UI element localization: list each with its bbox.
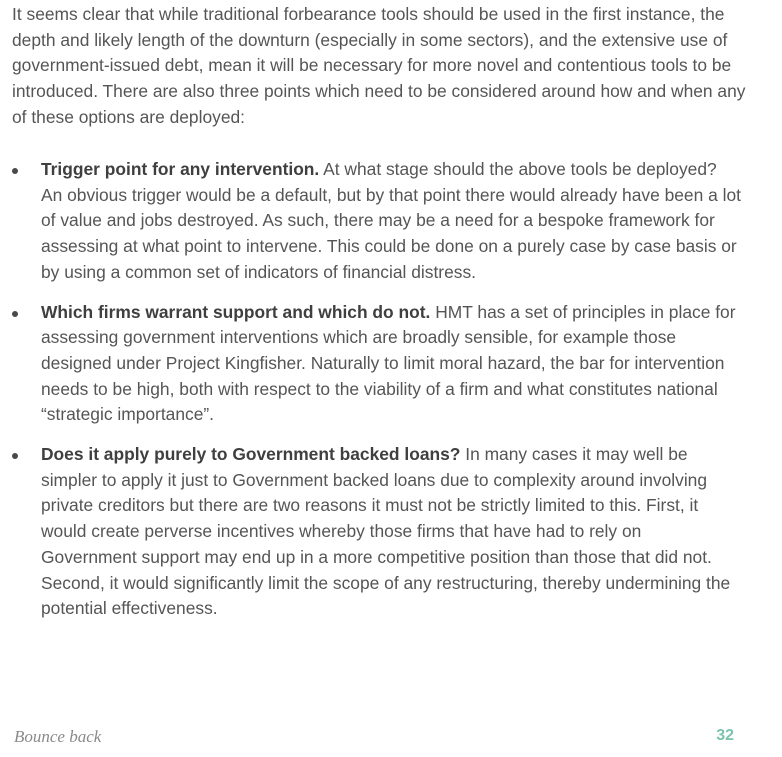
bullet-list <box>0 157 782 622</box>
bullet-item-which-firms <box>0 300 741 429</box>
page-number: 32 <box>716 727 734 744</box>
bullet-dot-icon <box>12 453 18 459</box>
bullet-item-government-loans <box>0 442 741 622</box>
bullet-dot-icon <box>12 168 18 174</box>
footer-title: Bounce back <box>14 727 102 746</box>
intro-paragraph: It seems clear that while traditional forbearance tools should be used in the first instance, the depth and likely length of the downturn (especially in some sectors), and the extensive use of government-issued debt, mean it will be necessary for more novel and contentious tools to be introduced. There are also three points which need to be considered around how and when any of these options are deployed: <box>12 4 746 127</box>
bullet-heading: Which firms warrant support and which do not. <box>41 301 431 322</box>
bullet-heading: Trigger point for any intervention. <box>41 159 320 179</box>
bullet-dot-icon <box>12 311 18 317</box>
bullet-heading: Does it apply purely to Government backed loans? <box>41 444 461 465</box>
bullet-text: At what stage should the above tools be deployed? An obvious trigger would be a default, but by that point there would already have been a lot of value and jobs destroyed. As such, there may be a need for a bespoke framework for assessing at what point to intervene. This could be done on a purely case by case basis or by using a common set of indicators of financial distress. <box>41 159 741 282</box>
bullet-item-trigger-point <box>0 157 741 286</box>
bullet-text: HMT has a set of principles in place for assessing government interventions which are broadly sensible, for example those designed under Project Kingfisher. Naturally to limit moral hazard, the bar for intervention needs to be high, both with respect to the viability of a firm and what constitutes national “strategic importance”. <box>41 301 736 425</box>
bullet-text: In many cases it may well be simpler to apply it just to Government backed loans due to complexity around involving private creditors but there are two reasons it must not be strictly limited to this. First, it would create perverse incentives whereby those firms that have had to rely on Government support may end up in a more competitive position than those that did not. Second, it would significantly limit the scope of any restructuring, thereby undermining the potential effectiveness. <box>41 444 731 619</box>
